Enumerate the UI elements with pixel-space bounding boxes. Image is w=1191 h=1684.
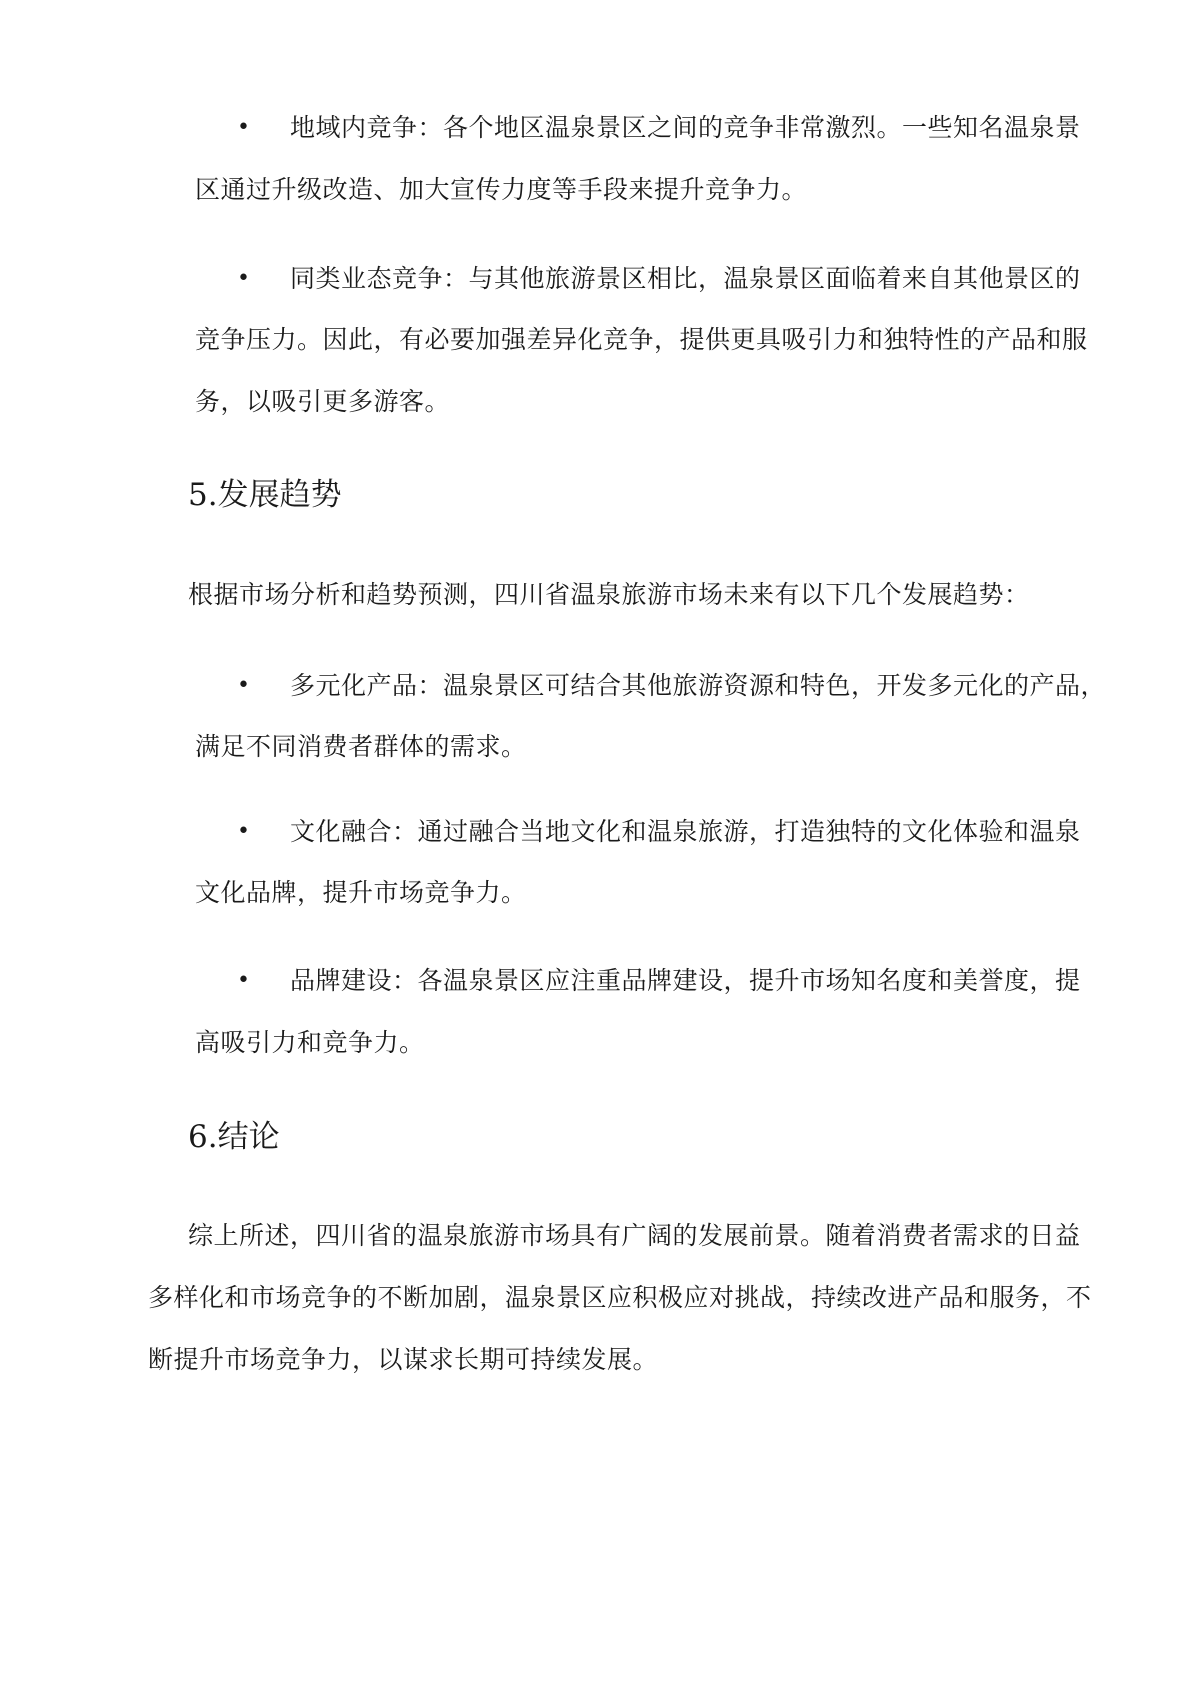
- bullet-text-line: 满足不同消费者群体的需求。: [195, 732, 527, 761]
- bullet-text-line: 品牌建设：各温泉景区应注重品牌建设，提升市场知名度和美誉度，提: [290, 966, 1081, 995]
- bullet-text-line: 务，以吸引更多游客。: [195, 387, 451, 416]
- bullet-marker: •: [237, 673, 250, 698]
- section-heading-conclusion: 6.结论: [188, 1119, 280, 1155]
- conclusion-line: 综上所述，四川省的温泉旅游市场具有广阔的发展前景。随着消费者需求的日益: [188, 1221, 1081, 1250]
- bullet-text-line: 文化融合：通过融合当地文化和温泉旅游，打造独特的文化体验和温泉: [290, 817, 1081, 846]
- section-heading-trends: 5.发展趋势: [188, 477, 342, 513]
- conclusion-line: 多样化和市场竞争的不断加剧，温泉景区应积极应对挑战，持续改进产品和服务，不: [148, 1283, 1092, 1312]
- bullet-text-line: 文化品牌，提升市场竞争力。: [195, 878, 527, 907]
- bullet-text-line: 地域内竞争：各个地区温泉景区之间的竞争非常激烈。一些知名温泉景: [290, 113, 1081, 142]
- conclusion-line: 断提升市场竞争力，以谋求长期可持续发展。: [148, 1345, 659, 1374]
- bullet-marker: •: [237, 266, 250, 291]
- bullet-marker: •: [237, 115, 250, 140]
- bullet-marker: •: [237, 968, 250, 993]
- bullet-text-line: 同类业态竞争：与其他旅游景区相比，温泉景区面临着来自其他景区的: [290, 264, 1081, 293]
- bullet-text-line: 多元化产品：温泉景区可结合其他旅游资源和特色，开发多元化的产品，: [290, 671, 1107, 700]
- bullet-text-line: 区通过升级改造、加大宣传力度等手段来提升竞争力。: [195, 175, 808, 204]
- bullet-marker: •: [237, 819, 250, 844]
- bullet-text-line: 高吸引力和竞争力。: [195, 1028, 425, 1057]
- trends-intro: 根据市场分析和趋势预测，四川省温泉旅游市场未来有以下几个发展趋势：: [188, 580, 1030, 609]
- bullet-text-line: 竞争压力。因此，有必要加强差异化竞争，提供更具吸引力和独特性的产品和服: [195, 325, 1088, 354]
